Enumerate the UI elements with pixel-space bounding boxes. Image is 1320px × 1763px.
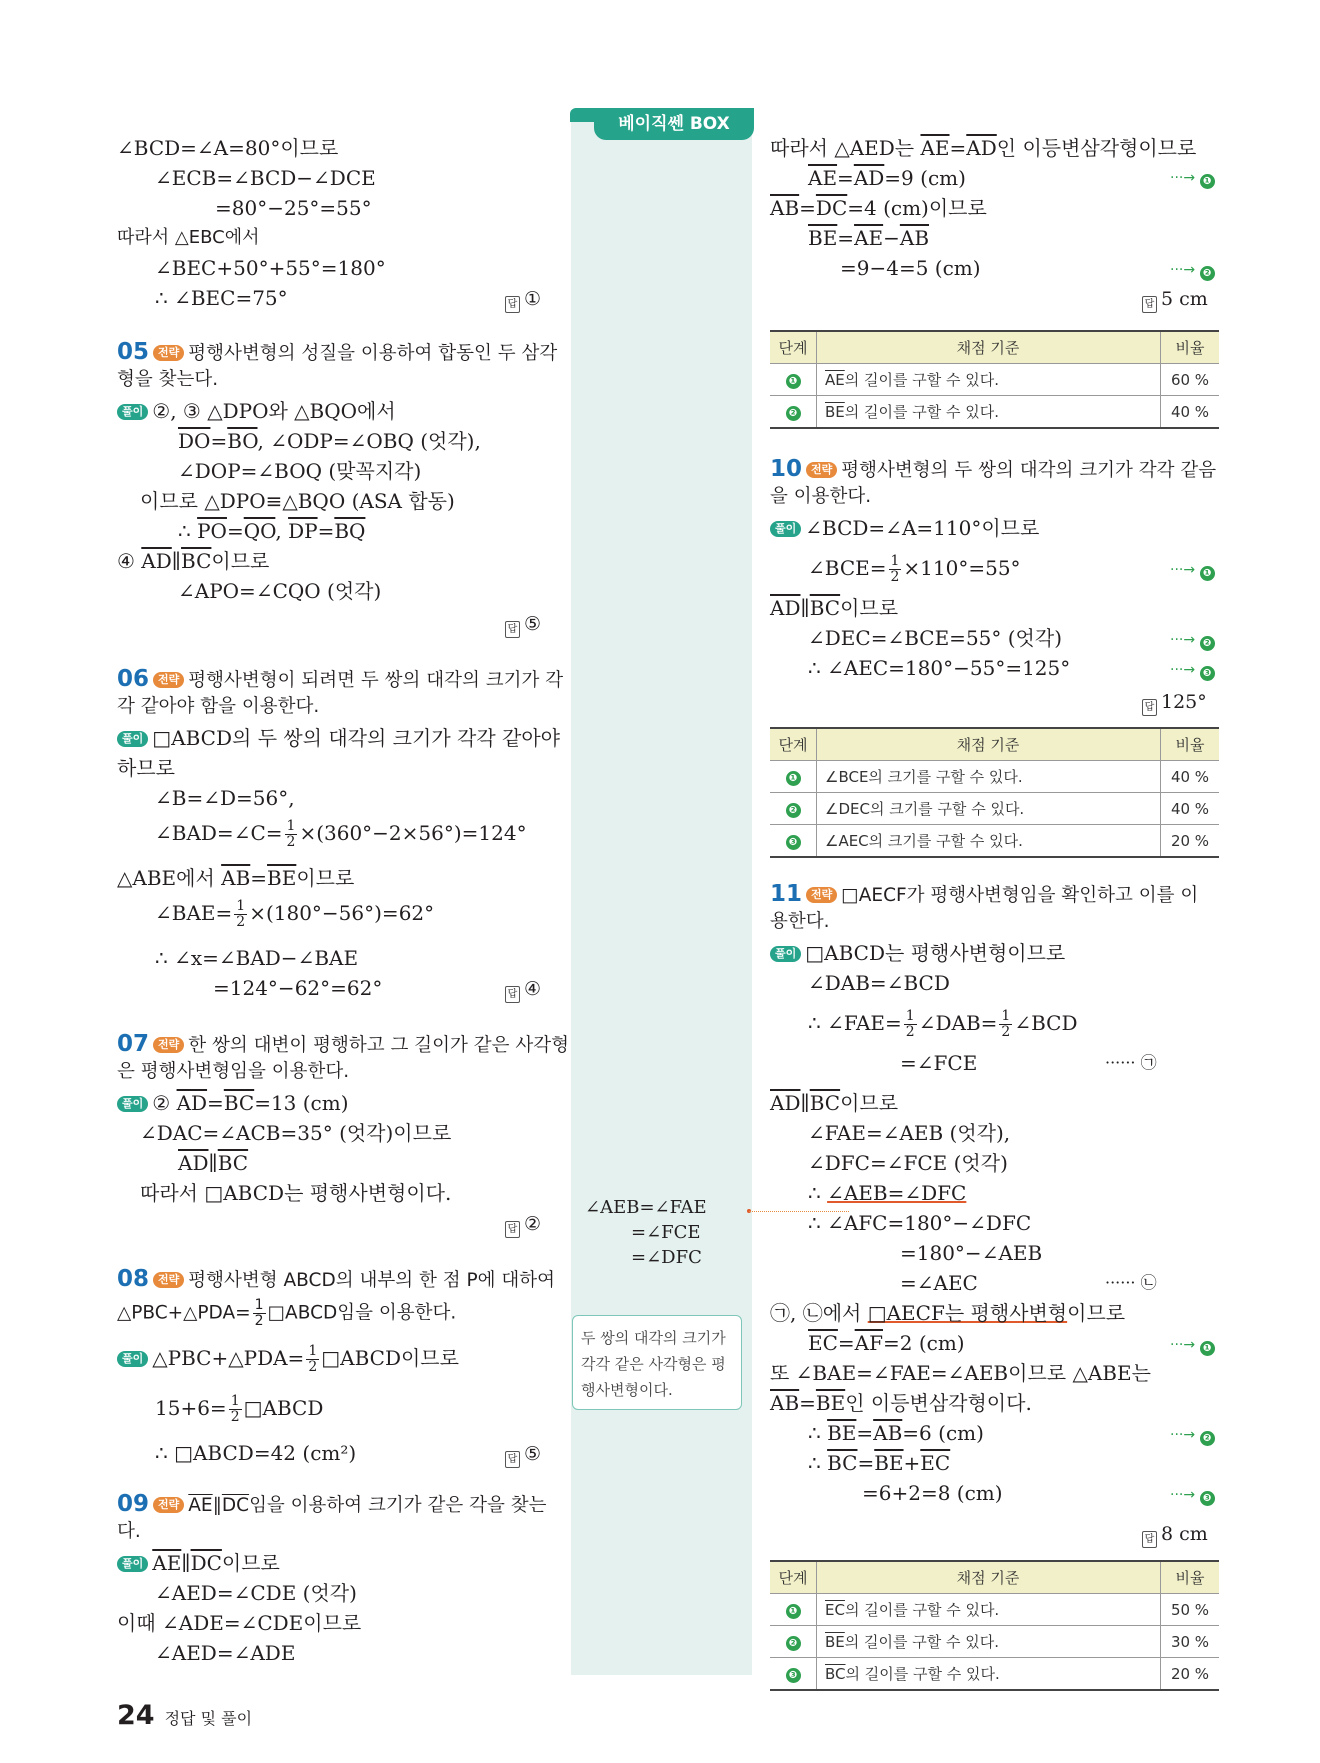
solution-06-line: 풀이 □ABCD의 두 쌍의 대각의 크기가 각각 같아야 bbox=[117, 723, 560, 753]
box-equation-2: =∠FCE bbox=[631, 1222, 701, 1243]
text-line: ∠DOP=∠BOQ (맞꼭지각) bbox=[178, 459, 422, 483]
answer-icon: 답 bbox=[1142, 699, 1157, 716]
text-line: 따라서 △AED는 $\overline{AE}=\overline{AD}$인 이등변삼각형이므로 bbox=[770, 136, 1197, 160]
fraction: $\frac{1}{2}$ bbox=[286, 818, 296, 850]
marker-nieun: ······ ㉡ bbox=[1105, 1273, 1157, 1292]
step-marker: ···→ ❷ bbox=[1170, 262, 1215, 281]
text-line: ∠AED=∠ADE bbox=[155, 1641, 296, 1665]
answer-icon: 답 bbox=[505, 1221, 520, 1238]
step-marker: ···→ ❶ bbox=[1170, 562, 1215, 581]
box-note: 두 쌍의 대각의 크기가 각각 같은 사각형은 평행사변형이다. bbox=[572, 1315, 742, 1410]
strategy-badge: 전략 bbox=[153, 1272, 184, 1288]
scoring-table-9: 단계 채점 기준 비율 ❶ $\overline{AE}$의 길이를 구할 수 있다. 60 % ❷ $\overline{BE}$의 길이를 구할 수 있다. 40 % bbox=[770, 330, 1219, 429]
table-row: ❶ ∠BCE의 크기를 구할 수 있다. 40 % bbox=[770, 761, 1219, 793]
text-line: 하므로 bbox=[117, 756, 175, 780]
text-line: $\overline{AD}\parallel\overline{BC}$ bbox=[178, 1151, 249, 1175]
question-05-head: 05 전략 평행사변형의 성질을 이용하여 합동인 두 삼각 bbox=[117, 339, 558, 365]
fraction: $\frac{1}{2}$ bbox=[230, 1393, 240, 1425]
question-11-head-2: 용한다. bbox=[770, 911, 830, 932]
table-row: ❷ $\overline{BE}$의 길이를 구할 수 있다. 30 % bbox=[770, 1626, 1219, 1658]
text-line: ∠B=∠D=56°, bbox=[155, 786, 295, 810]
box-equation-3: =∠DFC bbox=[631, 1247, 702, 1268]
solution-08-line: 풀이 △PBC+△PDA= $\frac{1}{2}$ □ABCD이므로 bbox=[117, 1343, 459, 1375]
basic-box-title: 베이직쎈 BOX bbox=[594, 108, 754, 140]
answer-icon: 답 bbox=[1142, 1531, 1157, 1548]
text-line: ∠BCD=∠A=80°이므로 bbox=[117, 136, 339, 160]
table-row: ❸ $\overline{BC}$의 길이를 구할 수 있다. 20 % bbox=[770, 1658, 1219, 1691]
answer-icon: 답 bbox=[505, 621, 520, 638]
text-line: 15+6= $\frac{1}{2}$ □ABCD bbox=[155, 1393, 324, 1425]
fraction: $\frac{1}{2}$ bbox=[254, 1297, 264, 1329]
solution-badge: 풀이 bbox=[117, 1096, 148, 1112]
question-05-head-2: 형을 찾는다. bbox=[117, 369, 219, 390]
question-08-head: 08 전략 평행사변형 ABCD의 내부의 한 점 P에 대하여 bbox=[117, 1266, 555, 1292]
text-line: ∠BEC+50°+55°=180° bbox=[155, 256, 386, 280]
scoring-table-10: 단계 채점 기준 비율 ❶ ∠BCE의 크기를 구할 수 있다. 40 % ❷ ∠DEC의 크기를 구할 수 있다. 40 % ❸ ∠AEC의 크기를 구할 수 있다. 20 % bbox=[770, 727, 1219, 858]
scoring-table-11: 단계 채점 기준 비율 ❶ $\overline{EC}$의 길이를 구할 수 있다. 50 % ❷ $\overline{BE}$의 길이를 구할 수 있다. 30 % ❸ $\overline{BC}$의 길이를 구할 수 있다. 20 % bbox=[770, 1560, 1219, 1691]
solution-badge: 풀이 bbox=[770, 521, 801, 537]
text-line: $\overline{EC}=\overline{AF}=2$ (cm) bbox=[808, 1331, 965, 1355]
solution-09-line: 풀이 $\overline{AE}\parallel\overline{DC}$이므로 bbox=[117, 1548, 280, 1578]
text-line: 따라서 △EBC에서 bbox=[117, 227, 260, 248]
text-line: ∠FAE=∠AEB (엇각), bbox=[808, 1121, 1011, 1145]
solution-badge: 풀이 bbox=[770, 946, 801, 962]
solution-10-line: 풀이 ∠BCD=∠A=110°이므로 bbox=[770, 513, 1039, 543]
strategy-badge: 전략 bbox=[153, 345, 184, 361]
strategy-badge: 전략 bbox=[153, 1037, 184, 1053]
text-line: ㉠, ㉡에서 □AECF는 평행사변형이므로 bbox=[770, 1301, 1126, 1325]
text-line: ∠ECB=∠BCD−∠DCE bbox=[155, 166, 376, 190]
text-line: =9−4=5 (cm) bbox=[840, 256, 981, 280]
step-marker: ···→ ❶ bbox=[1170, 1337, 1215, 1356]
text-line: 이므로 △DPO≡△BQO (ASA 합동) bbox=[140, 489, 455, 513]
question-07-head-2: 은 평행사변형임을 이용한다. bbox=[117, 1061, 350, 1082]
table-row: ❷ $\overline{BE}$의 길이를 구할 수 있다. 40 % bbox=[770, 396, 1219, 429]
step-marker: ···→ ❸ bbox=[1170, 662, 1215, 681]
solution-badge: 풀이 bbox=[117, 1556, 148, 1572]
answer-11: 답 8 cm bbox=[1142, 1520, 1208, 1548]
step-marker: ···→ ❷ bbox=[1170, 632, 1215, 651]
text-line: $\overline{AB}=\overline{DC}=4$ (cm)이므로 bbox=[770, 196, 987, 220]
text-line: 따라서 □ABCD는 평행사변형이다. bbox=[140, 1181, 452, 1205]
answer-4: 답 ① bbox=[505, 285, 541, 313]
table-row: ❷ ∠DEC의 크기를 구할 수 있다. 40 % bbox=[770, 793, 1219, 825]
text-line: ∠BAE= $\frac{1}{2}$ ×(180°−56°)=62° bbox=[155, 898, 435, 930]
question-08-head-2: △PBC+△PDA= $\frac{1}{2}$ □ABCD임을 이용한다. bbox=[117, 1297, 457, 1329]
answer-icon: 답 bbox=[505, 986, 520, 1003]
text-line: =124°−62°=62° bbox=[213, 976, 383, 1000]
text-line: $\overline{AD}\parallel\overline{BC}$이므로 bbox=[770, 1091, 899, 1115]
step-marker: ···→ ❷ bbox=[1170, 1427, 1215, 1446]
question-10-head: 10 전략 평행사변형의 두 쌍의 대각의 크기가 각각 같음 bbox=[770, 456, 1217, 482]
solution-07-line: 풀이 ② $\overline{AD}=\overline{BC}=13$ (cm) bbox=[117, 1088, 349, 1118]
text-line: ∠DEC=∠BCE=55° (엇각) bbox=[808, 626, 1062, 650]
text-line: ∴ $\overline{PO}=\overline{QO}$, $\overline{DP}=\overline{BQ}$ bbox=[178, 519, 366, 543]
step-marker: ···→ ❸ bbox=[1170, 1487, 1215, 1506]
footer-title: 정답 및 풀이 bbox=[164, 1709, 253, 1728]
answer-10: 답 125° bbox=[1142, 688, 1207, 716]
answer-5: 답 ⑤ bbox=[505, 610, 541, 638]
text-line: $\overline{AB}=\overline{BE}$인 이등변삼각형이다. bbox=[770, 1391, 1032, 1415]
solution-11-line: 풀이 □ABCD는 평행사변형이므로 bbox=[770, 938, 1065, 968]
text-line: ∴ □ABCD=42 (cm²) bbox=[155, 1441, 357, 1465]
table-row: ❶ $\overline{EC}$의 길이를 구할 수 있다. 50 % bbox=[770, 1594, 1219, 1626]
answer-icon: 답 bbox=[1142, 296, 1157, 313]
text-line: 또 ∠BAE=∠FAE=∠AEB이므로 △ABE는 bbox=[770, 1361, 1151, 1385]
text-line: =80°−25°=55° bbox=[215, 196, 372, 220]
table-row: ❸ ∠AEC의 크기를 구할 수 있다. 20 % bbox=[770, 825, 1219, 858]
solution-badge: 풀이 bbox=[117, 1351, 148, 1367]
text-line: ④ $\overline{AD}\parallel\overline{BC}$이므로 bbox=[117, 549, 270, 573]
text-line: ∴ ∠BEC=75° bbox=[155, 286, 288, 310]
answer-6: 답 ④ bbox=[505, 975, 541, 1003]
text-line: ∴ ∠FAE= $\frac{1}{2}$ ∠DAB= $\frac{1}{2}$ ∠BCD bbox=[808, 1008, 1078, 1040]
text-line: ∠BAD=∠C= $\frac{1}{2}$ ×(360°−2×56°)=124° bbox=[155, 818, 527, 850]
strategy-badge: 전략 bbox=[806, 462, 837, 478]
text-line: =∠AEC bbox=[900, 1271, 978, 1295]
fraction: $\frac{1}{2}$ bbox=[308, 1343, 318, 1375]
answer-icon: 답 bbox=[505, 1451, 520, 1468]
text-line: ∠BCE= $\frac{1}{2}$ ×110°=55° bbox=[808, 553, 1021, 585]
fraction: $\frac{1}{2}$ bbox=[890, 553, 900, 585]
answer-icon: 답 bbox=[505, 296, 520, 313]
text-line: ∠AED=∠CDE (엇각) bbox=[155, 1581, 357, 1605]
answer-8: 답 ⑤ bbox=[505, 1440, 541, 1468]
text-line: ∴ ∠AFC=180°−∠DFC bbox=[808, 1211, 1032, 1235]
text-line: ∴ ∠AEC=180°−55°=125° bbox=[808, 656, 1071, 680]
text-line: =∠FCE bbox=[900, 1051, 978, 1075]
text-line: ∴ ∠x=∠BAD−∠BAE bbox=[155, 946, 359, 970]
question-11-head: 11 전략 □AECF가 평행사변형임을 확인하고 이를 이 bbox=[770, 881, 1199, 907]
text-line: $\overline{AE}=\overline{AD}=9$ (cm) bbox=[808, 166, 966, 190]
text-line: $\overline{AD}\parallel\overline{BC}$이므로 bbox=[770, 596, 899, 620]
solution-05-line: 풀이 ②, ③ △DPO와 △BQO에서 bbox=[117, 396, 396, 426]
table-row: ❶ $\overline{AE}$의 길이를 구할 수 있다. 60 % bbox=[770, 364, 1219, 396]
step-marker: ···→ ❶ bbox=[1170, 170, 1215, 189]
question-06-head-2: 각 같아야 함을 이용한다. bbox=[117, 696, 320, 717]
marker-giyeok: ······ ㉠ bbox=[1105, 1053, 1157, 1072]
strategy-badge: 전략 bbox=[806, 887, 837, 903]
text-line: ∴ ∠AEB=∠DFC bbox=[808, 1181, 967, 1205]
text-line: =180°−∠AEB bbox=[900, 1241, 1043, 1265]
text-line: $\overline{BE}=\overline{AE}-\overline{AB}$ bbox=[808, 226, 930, 250]
question-07-head: 07 전략 한 쌍의 대변이 평행하고 그 길이가 같은 사각형 bbox=[117, 1031, 569, 1057]
text-line: ∴ $\overline{BE}=\overline{AB}=6$ (cm) bbox=[808, 1421, 984, 1445]
solution-badge: 풀이 bbox=[117, 731, 148, 747]
page-footer bbox=[117, 1700, 252, 1731]
page-number: 24 bbox=[117, 1700, 155, 1731]
answer-9: 답 5 cm bbox=[1142, 285, 1208, 313]
fraction: $\frac{1}{2}$ bbox=[236, 898, 246, 930]
strategy-badge: 전략 bbox=[153, 1497, 184, 1513]
question-09-head: 09 전략 $\overline{AE}\parallel\overline{DC}$임을 이용하여 크기가 같은 각을 찾는 bbox=[117, 1491, 547, 1517]
question-09-head-2: 다. bbox=[117, 1521, 141, 1542]
text-line: ∠DAC=∠ACB=35° (엇각)이므로 bbox=[140, 1121, 452, 1145]
text-line: △ABE에서 $\overline{AB}=\overline{BE}$이므로 bbox=[117, 866, 355, 890]
text-line: =6+2=8 (cm) bbox=[862, 1481, 1003, 1505]
box-equation-1: ∠AEB=∠FAE bbox=[585, 1197, 707, 1218]
fraction: $\frac{1}{2}$ bbox=[905, 1008, 915, 1040]
text-line: ∠APO=∠CQO (엇각) bbox=[178, 579, 382, 603]
strategy-badge: 전략 bbox=[153, 672, 184, 688]
basic-box-panel bbox=[571, 110, 752, 1675]
question-06-head: 06 전략 평행사변형이 되려면 두 쌍의 대각의 크기가 각 bbox=[117, 666, 564, 692]
text-line: ∠DAB=∠BCD bbox=[808, 971, 950, 995]
fraction: $\frac{1}{2}$ bbox=[1001, 1008, 1011, 1040]
text-line: ∠DFC=∠FCE (엇각) bbox=[808, 1151, 1008, 1175]
text-line: 이때 ∠ADE=∠CDE이므로 bbox=[117, 1611, 362, 1635]
text-line: ∴ $\overline{BC}=\overline{BE}+\overline{EC}$ bbox=[808, 1451, 951, 1475]
text-line: $\overline{DO}=\overline{BO}$, ∠ODP=∠OBQ (엇각), bbox=[178, 429, 481, 453]
question-10-head-2: 을 이용한다. bbox=[770, 486, 872, 507]
answer-7: 답 ② bbox=[505, 1210, 541, 1238]
solution-badge: 풀이 bbox=[117, 404, 148, 420]
